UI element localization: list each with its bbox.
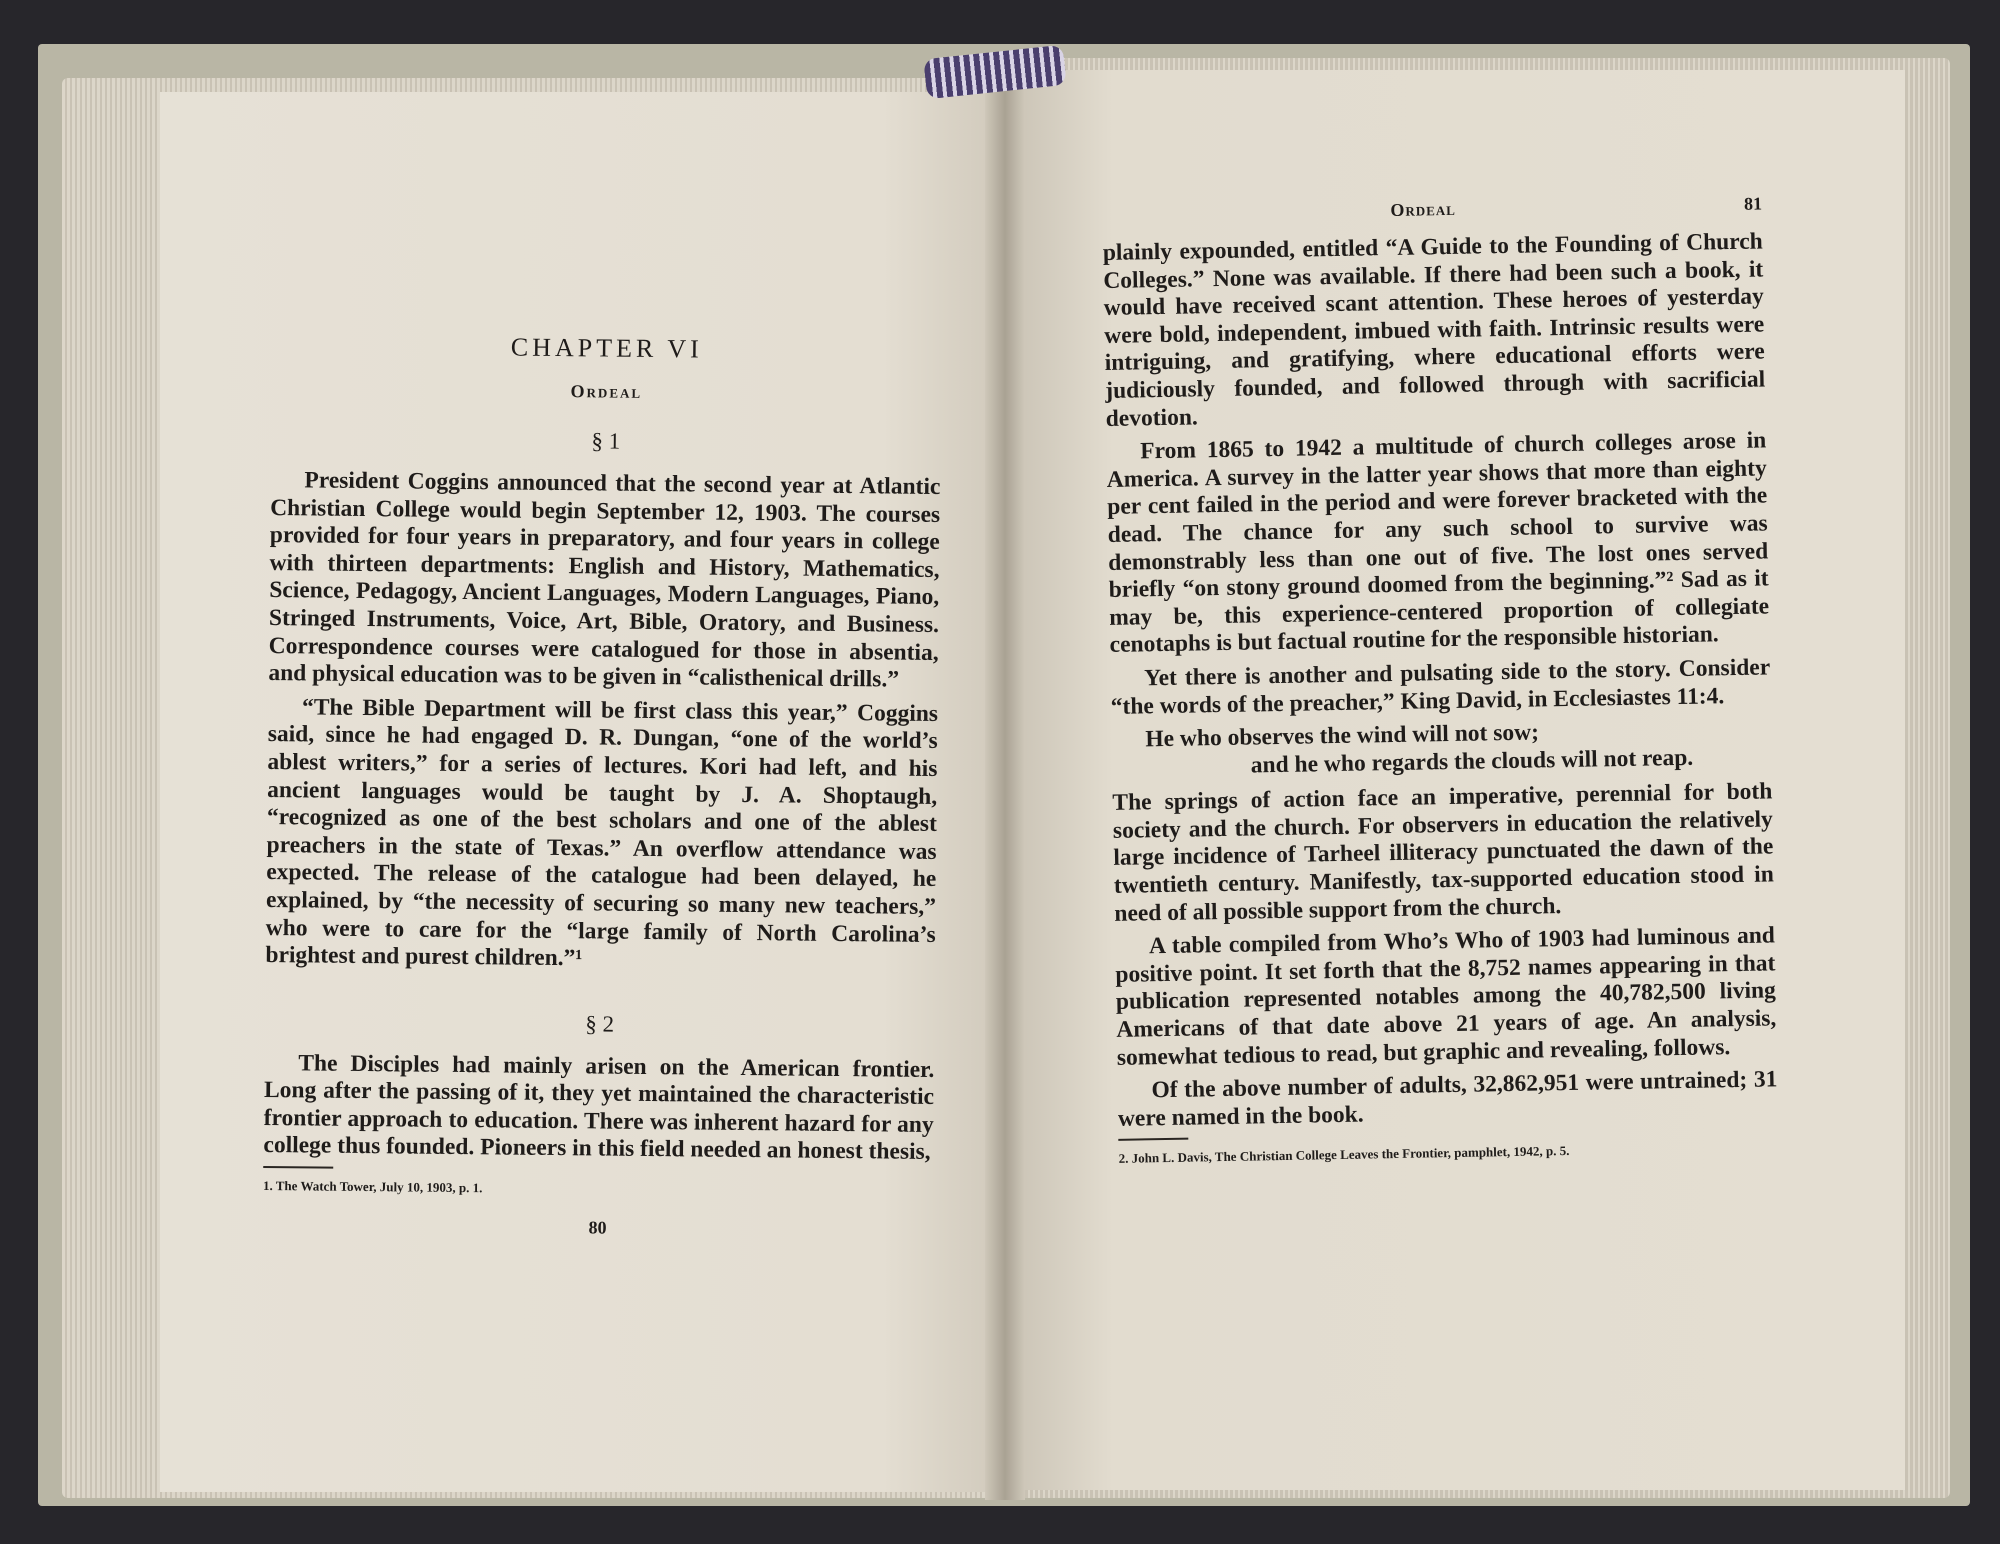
running-head-title: Ordeal [1390, 198, 1457, 220]
paragraph: Of the above number of adults, 32,862,951 were untrained; 31 were named in the book. [1117, 1066, 1778, 1132]
left-page-content [263, 330, 942, 1242]
paragraph: The Disciples had mainly arisen on the American frontier. Long after the passing of it, they yet maintained the characteristic frontier approach to education. There was inherent hazard for any college thus founded. Pioneers in this field needed an honest thesis, [263, 1050, 935, 1166]
section-mark-2: § 2 [585, 1011, 615, 1037]
paragraph: A table compiled from Who’s Who of 1903 had luminous and positive point. It set forth that the 8,752 names appearing in that publication represented notables among the 40,782,500 living Americans of that date above 21 years of age. An analysis, somewhat tedious to read, but graphic and revealing, follows. [1115, 922, 1777, 1071]
footnote-rule [263, 1166, 333, 1169]
paragraph: Yet there is another and pulsating side to the story. Consider “the words of the preacher,” King David, in Ecclesiastes 11:4. [1110, 654, 1771, 720]
verse-block [1145, 715, 1772, 781]
paragraph: plainly expounded, entitled “A Guide to the Founding of Church Colleges.” None was available. If there had been such a book, it would have received scant attention. These heroes of yesterday were bold, independent, imbued with faith. Intrinsic results were intriguing, and gratifying, where educational efforts were judiciously founded, and followed through with sacrificial devotion. [1102, 228, 1766, 432]
section-mark-1: § 1 [591, 428, 621, 454]
verse-line: and he who regards the clouds will not reap. [1250, 744, 1694, 779]
footnote-right: 2. John L. Davis, The Christian College Leaves the Frontier, pamphlet, 1942, p. 5. [1118, 1143, 1570, 1167]
paragraph: President Coggins announced that the second year at Atlantic Christian College would begin September 12, 1903. The courses provided for four years in preparatory, and four years in college with thirteen departments: English and History, Mathematics, Science, Pedagogy, Ancient Languages, Modern Languages, Piano, Stringed Instruments, Voice, Art, Bible, Oratory, and Business. Correspondence courses were catalogued for those in absentia, and physical education was to be given in “calisthenical drills.” [268, 467, 941, 693]
footnote-left: 1. The Watch Tower, July 10, 1903, p. 1. [262, 1178, 483, 1196]
paragraph: “The Bible Department will be first class this year,” Coggins said, since he had engaged D. R. Dungan, “one of the world’s ablest writers,” for a series of lectures. Kori had left, and his ancient languages would be taught by J. A. Shoptaugh, “recognized as one of the best scholars and one of the ablest preachers in the state of Texas.” An overflow attendance was expected. The release of the catalogue had been delayed, he explained, by “the necessity of securing so many new teachers,” who were to care for the “large family of North Carolina’s brightest and purest children.”¹ [265, 694, 939, 972]
chapter-subtitle: Ordeal [570, 381, 643, 402]
footnote-rule [1118, 1138, 1188, 1141]
paragraph: The springs of action face an imperative, perennial for both society and the church. For observers in education the relatively large incidence of Tarheel illiteracy punctuated the dawn of the twentieth century. Manifestly, tax-supported education stood in need of all possible support from the church. [1112, 778, 1775, 927]
chapter-title: CHAPTER VI [510, 332, 703, 364]
verse-line: He who observes the wind will not sow; [1145, 719, 1540, 753]
right-page-content [1102, 193, 1779, 1167]
page-number-right: 81 [1743, 193, 1763, 214]
page-number-left: 80 [588, 1217, 607, 1238]
paragraph: From 1865 to 1942 a multitude of church colleges arose in America. A survey in the latter year shows that more than eighty per cent failed in the period and were forever bracketed with the dead. The chance for any such school to survive was demonstrably less than one out of five. The lost ones served briefly “on stony ground doomed from the beginning.”² Sad as it may be, this experience-centered proportion of collegiate cenotaphs is but factual routine for the responsible historian. [1106, 427, 1770, 659]
book-gutter [985, 60, 1025, 1500]
